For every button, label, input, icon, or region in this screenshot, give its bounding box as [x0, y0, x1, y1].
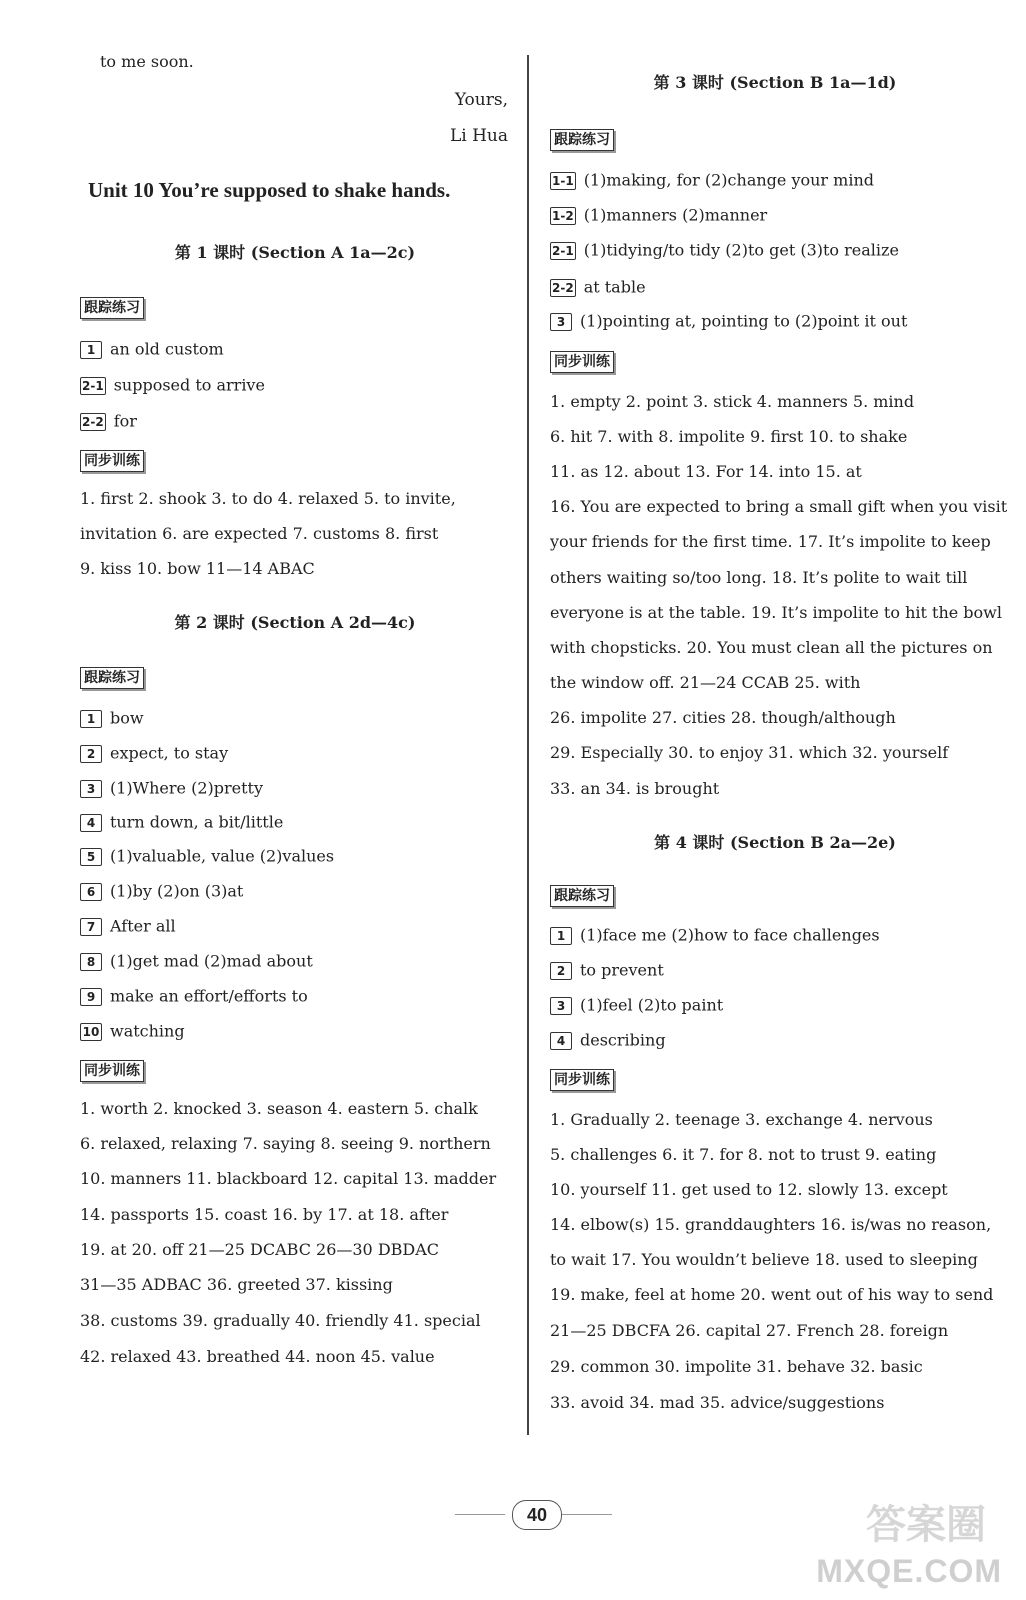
letter-closing: Yours, [454, 90, 508, 110]
answer-line: 11. as 12. about 13. For 14. into 15. at [550, 462, 862, 481]
answer-line: 26. impolite 27. cities 28. though/although [550, 708, 896, 727]
answer-item: 2 expect, to stay [80, 743, 228, 764]
answer-item: 8 (1)get mad (2)mad about [80, 951, 313, 972]
page-ornament-left [455, 1514, 505, 1515]
page-ornament-right [562, 1514, 612, 1515]
page-number: 40 [512, 1500, 562, 1530]
lesson-title: 第 2 课时 (Section A 2d—4c) [174, 613, 416, 632]
answer-item: 1 an old custom [80, 339, 224, 360]
answer-item: 1-2 (1)manners (2)manner [552, 205, 768, 225]
training-tag: 同步训练 [80, 1060, 144, 1082]
practice-tag: 跟踪练习 [550, 885, 614, 907]
answer-line: others waiting so/too long. 18. It’s polite to wait till [550, 568, 968, 587]
answer-item: 3 (1)pointing at, pointing to (2)point it out [550, 311, 907, 332]
answer-line: 19. at 20. off 21—25 DCABC 26—30 DBDAC [80, 1240, 440, 1259]
training-tag: 同步训练 [550, 351, 614, 373]
answer-line: 16. You are expected to bring a small gift when you visit [550, 497, 1008, 516]
answer-line: your friends for the first time. 17. It’s impolite to keep [550, 532, 991, 551]
answer-item: 2-2 at table [552, 277, 646, 297]
answer-item: 1-1 (1)making, for (2)change your mind [552, 170, 874, 190]
column-divider [527, 55, 529, 1435]
answer-item: 2-1 (1)tidying/to tidy (2)to get (3)to realize [552, 240, 899, 260]
answer-item: 5 (1)valuable, value (2)values [80, 846, 334, 867]
practice-tag: 跟踪练习 [80, 667, 144, 689]
answer-line: 14. passports 15. coast 16. by 17. at 18. after [80, 1205, 449, 1224]
answer-line: to wait 17. You wouldn’t believe 18. used to sleeping [550, 1250, 978, 1269]
answer-line: with chopsticks. 20. You must clean all the pictures on [550, 638, 993, 657]
answer-line: 14. elbow(s) 15. granddaughters 16. is/was no reason, [550, 1215, 992, 1234]
practice-tag: 跟踪练习 [80, 297, 144, 319]
answer-item: 3 (1)feel (2)to paint [550, 995, 723, 1016]
answer-line: 1. empty 2. point 3. stick 4. manners 5. mind [550, 392, 915, 411]
lesson-title: 第 3 课时 (Section B 1a—1d) [653, 73, 897, 92]
answer-line: 1. Gradually 2. teenage 3. exchange 4. nervous [550, 1110, 933, 1129]
training-tag: 同步训练 [80, 450, 144, 472]
answer-line: 10. yourself 11. get used to 12. slowly 13. except [550, 1180, 948, 1199]
answer-line: 1. first 2. shook 3. to do 4. relaxed 5. to invite, [80, 489, 456, 508]
answer-item: 4 turn down, a bit/little [80, 812, 283, 833]
answer-item: 7 After all [80, 916, 176, 937]
watermark-logo: 答案圈 [866, 1502, 986, 1548]
lesson-title: 第 1 课时 (Section A 1a—2c) [174, 243, 416, 262]
answer-item: 4 describing [550, 1030, 666, 1051]
answer-line: 6. relaxed, relaxing 7. saying 8. seeing 9. northern [80, 1134, 491, 1153]
answer-item: 9 make an effort/efforts to [80, 986, 308, 1007]
answer-line: 42. relaxed 43. breathed 44. noon 45. value [80, 1347, 435, 1366]
answer-item: 10 watching [80, 1021, 185, 1042]
watermark-text: MXQE.COM [816, 1553, 1002, 1589]
answer-item: 6 (1)by (2)on (3)at [80, 881, 243, 902]
answer-line: 29. Especially 30. to enjoy 31. which 32. yourself [550, 743, 949, 762]
answer-item: 3 (1)Where (2)pretty [80, 778, 263, 799]
answer-line: 21—25 DBCFA 26. capital 27. French 28. foreign [550, 1321, 949, 1340]
lesson-title: 第 4 课时 (Section B 2a—2e) [654, 833, 896, 852]
answer-line: invitation 6. are expected 7. customs 8. first [80, 524, 439, 543]
answer-line: everyone is at the table. 19. It’s impolite to hit the bowl [550, 603, 1002, 622]
training-tag: 同步训练 [550, 1069, 614, 1091]
answer-line: the window off. 21—24 CCAB 25. with [550, 673, 861, 692]
letter-ending: to me soon. [100, 52, 194, 71]
answer-line: 1. worth 2. knocked 3. season 4. eastern 5. chalk [80, 1099, 478, 1118]
answer-line: 31—35 ADBAC 36. greeted 37. kissing [80, 1275, 393, 1294]
answer-line: 33. avoid 34. mad 35. advice/suggestions [550, 1393, 885, 1412]
answer-line: 38. customs 39. gradually 40. friendly 41. special [80, 1311, 481, 1330]
answer-line: 19. make, feel at home 20. went out of his way to send [550, 1285, 994, 1304]
answer-item: 1 bow [80, 708, 144, 729]
unit-title: Unit 10 You’re supposed to shake hands. [88, 178, 451, 202]
answer-line: 29. common 30. impolite 31. behave 32. basic [550, 1357, 923, 1376]
answer-line: 33. an 34. is brought [550, 779, 720, 798]
answer-line: 10. manners 11. blackboard 12. capital 13. madder [80, 1169, 497, 1188]
answer-line: 6. hit 7. with 8. impolite 9. first 10. to shake [550, 427, 908, 446]
letter-signature: Li Hua [449, 126, 508, 146]
answer-item: 2 to prevent [550, 960, 664, 981]
answer-line: 5. challenges 6. it 7. for 8. not to trust 9. eating [550, 1145, 937, 1164]
answer-item: 2-2 for [82, 411, 137, 431]
answer-item: 2-1 supposed to arrive [82, 375, 265, 395]
answer-line: 9. kiss 10. bow 11—14 ABAC [80, 559, 315, 578]
answer-item: 1 (1)face me (2)how to face challenges [550, 925, 880, 946]
practice-tag: 跟踪练习 [550, 129, 614, 151]
